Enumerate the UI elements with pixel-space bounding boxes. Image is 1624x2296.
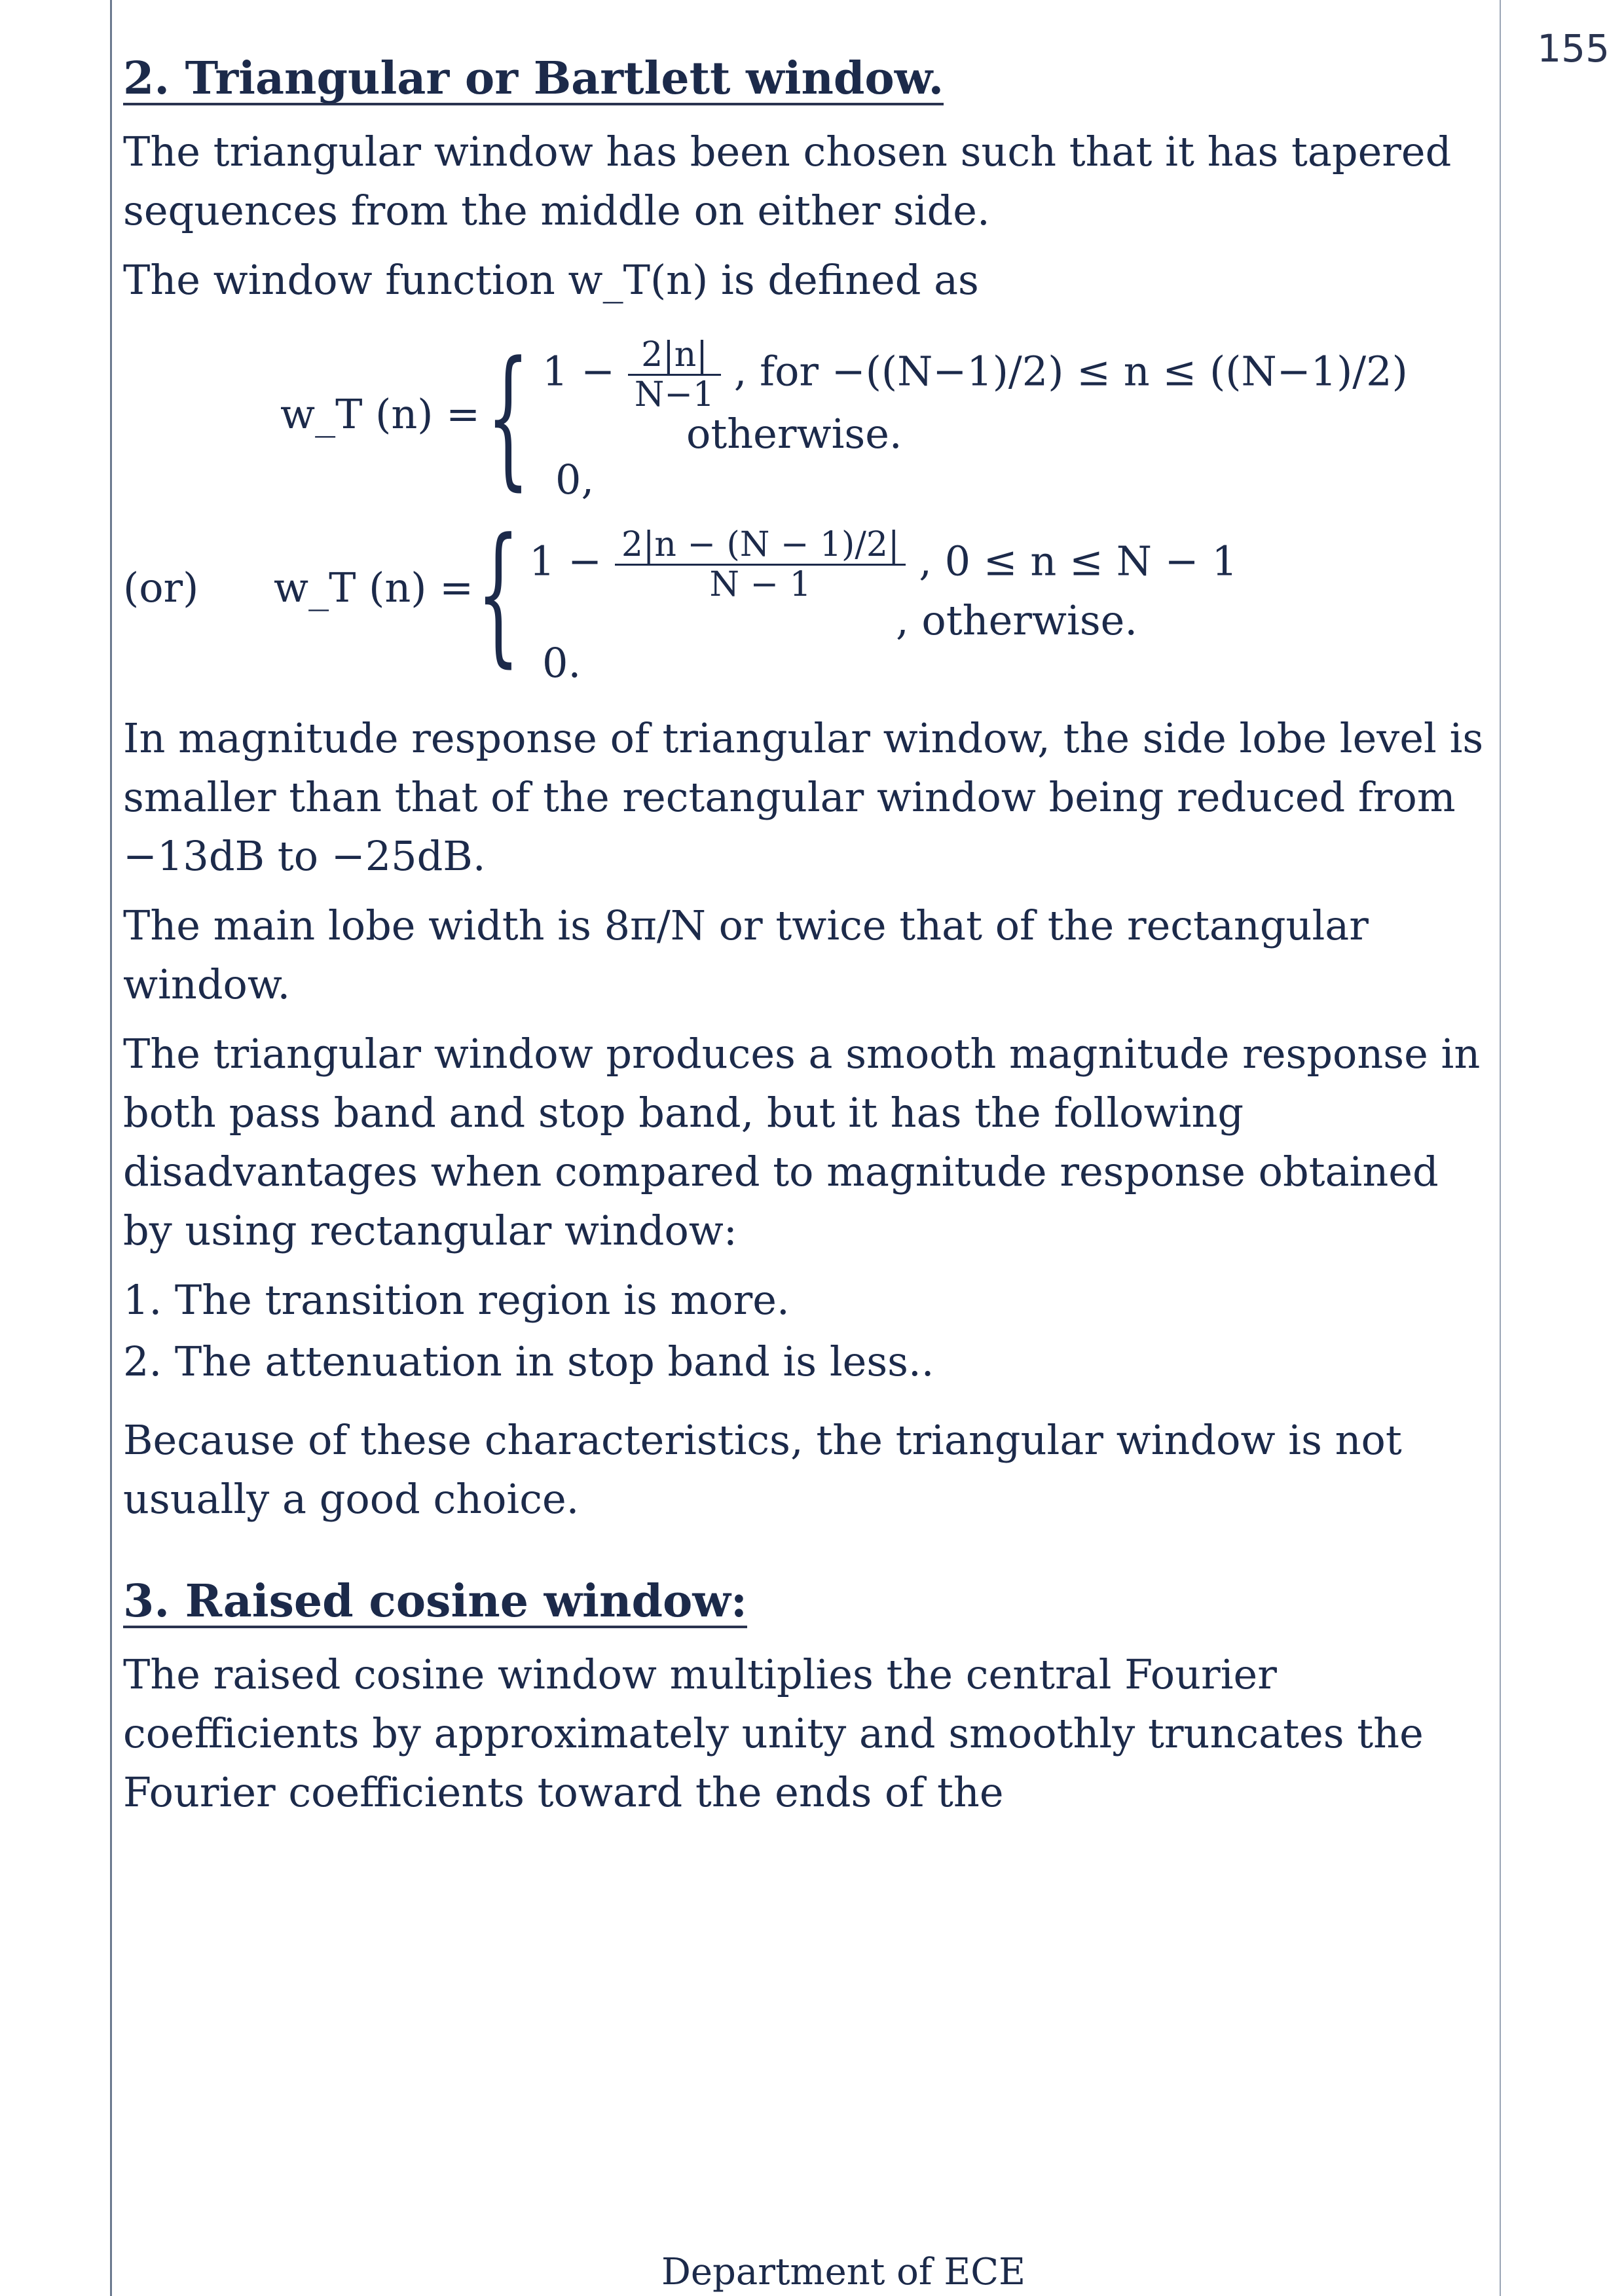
case-condition: , for −((N−1)/2) ≤ n ≤ ((N−1)/2) bbox=[733, 347, 1408, 395]
case-prefix: 1 − bbox=[542, 347, 616, 395]
fraction bbox=[615, 526, 906, 604]
page-number: 155 bbox=[1537, 26, 1610, 71]
paragraph-intro: The triangular window has been chosen such that it has tapered sequences from the middle on either side. bbox=[123, 128, 1452, 234]
section-heading-text: 2. Triangular or Bartlett window. bbox=[123, 52, 944, 105]
fraction-numerator: 2|n| bbox=[628, 336, 721, 376]
right-margin-line bbox=[1500, 0, 1501, 2296]
paragraph-side-lobe: In magnitude response of triangular window, the side lobe level is smaller than that of the rectangular window being reduced from −13dB to −25dB. bbox=[123, 714, 1484, 880]
equation-case-2-value: 0, bbox=[555, 456, 595, 503]
section-heading-bartlett bbox=[123, 49, 944, 105]
fraction-denominator: N − 1 bbox=[709, 565, 811, 604]
page-footer: Department of ECE bbox=[661, 2251, 1026, 2293]
equation-or-label: (or) bbox=[123, 564, 199, 611]
paragraph-conclusion: Because of these characteristics, the triangular window is not usually a good choice. bbox=[123, 1416, 1402, 1523]
equation-triangular-2 bbox=[123, 507, 1492, 702]
equation-case-2-value: 0. bbox=[542, 639, 581, 687]
equation-lhs: w_T (n) = bbox=[280, 390, 481, 438]
paragraph-disadvantages: The triangular window produces a smooth magnitude response in both pass band and stop band, but it has the following disadvantages when compared to magnitude response obtained by using rectangular window: bbox=[123, 1030, 1481, 1254]
paragraph-main-lobe: The main lobe width is 8π/N or twice that of the rectangular window. bbox=[123, 902, 1369, 1008]
equation-lhs: w_T (n) = bbox=[274, 564, 474, 611]
brace-symbol: { bbox=[487, 330, 530, 505]
paragraph-definition: The window function w_T(n) is defined as bbox=[123, 256, 979, 304]
section-heading-text: 3. Raised cosine window: bbox=[123, 1575, 747, 1628]
case-prefix: 1 − bbox=[529, 537, 602, 585]
list-item: 1. The transition region is more. bbox=[123, 1276, 790, 1324]
list-item: 2. The attenuation in stop band is less.. bbox=[123, 1338, 934, 1385]
brace-symbol: { bbox=[477, 507, 520, 682]
fraction-denominator: N−1 bbox=[634, 375, 714, 414]
equation-case-1 bbox=[542, 336, 1408, 414]
fraction-numerator: 2|n − (N − 1)/2| bbox=[615, 526, 906, 566]
case-condition: , 0 ≤ n ≤ N − 1 bbox=[919, 537, 1238, 585]
fraction bbox=[628, 336, 721, 414]
equation-case-2-condition: , otherwise. bbox=[896, 596, 1138, 644]
equation-case-2-condition: otherwise. bbox=[686, 410, 902, 458]
section-heading-raised-cosine bbox=[123, 1572, 747, 1628]
paragraph-raised-cosine: The raised cosine window multiplies the central Fourier coefficients by approximately unity and smoothly truncates the Fourier coefficients toward the ends of the bbox=[123, 1650, 1424, 1816]
equation-triangular-1 bbox=[123, 323, 1492, 519]
disadvantages-list bbox=[123, 1271, 1492, 1391]
left-margin-line bbox=[110, 0, 112, 2296]
page-content bbox=[123, 49, 1492, 1832]
